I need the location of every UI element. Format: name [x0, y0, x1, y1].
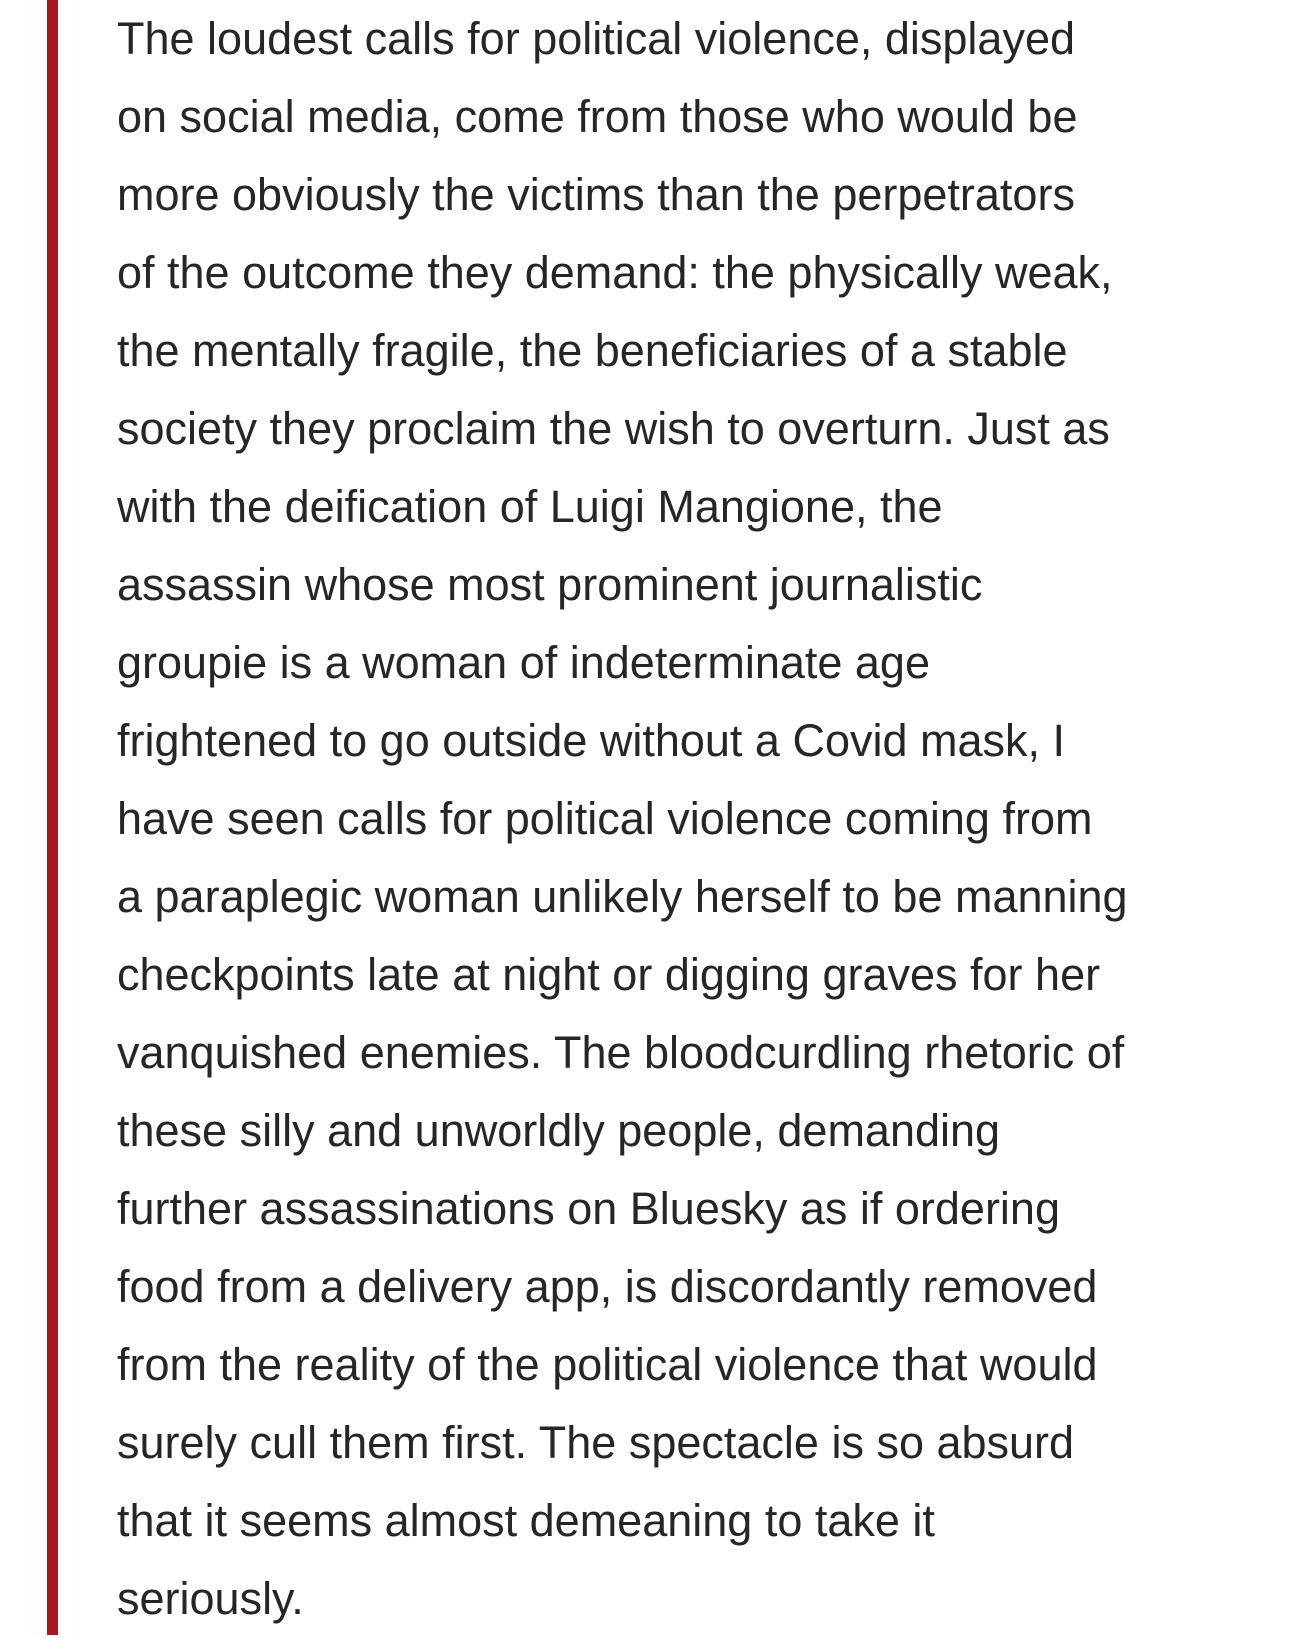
paragraph-line: checkpoints late at night or digging graves for her [117, 949, 1101, 1000]
blockquote-accent-bar [47, 0, 58, 1635]
paragraph-line: further assassinations on Bluesky as if ordering [117, 1183, 1060, 1234]
paragraph-line: that it seems almost demeaning to take it [117, 1495, 935, 1546]
paragraph-line: surely cull them first. The spectacle is so absurd [117, 1417, 1075, 1468]
paragraph-line: have seen calls for political violence coming from [117, 793, 1093, 844]
paragraph-line: from the reality of the political violence that would [117, 1339, 1098, 1390]
paragraph-line: vanquished enemies. The bloodcurdling rhetoric of [117, 1027, 1125, 1078]
paragraph-line: groupie is a woman of indeterminate age [117, 637, 930, 688]
paragraph-line: seriously. [117, 1573, 304, 1624]
paragraph-line: more obviously the victims than the perpetrators [117, 169, 1075, 220]
paragraph-line: a paraplegic woman unlikely herself to be manning [117, 871, 1128, 922]
blockquote-paragraph [117, 0, 1267, 1638]
paragraph-line: The loudest calls for political violence, displayed [117, 13, 1076, 64]
paragraph-line: assassin whose most prominent journalistic [117, 559, 983, 610]
paragraph-line: frightened to go outside without a Covid mask, I [117, 715, 1066, 766]
paragraph-line: food from a delivery app, is discordantly removed [117, 1261, 1098, 1312]
paragraph-line: these silly and unworldly people, demanding [117, 1105, 1001, 1156]
paragraph-line: on social media, come from those who would be [117, 91, 1078, 142]
paragraph-line: of the outcome they demand: the physically weak, [117, 247, 1113, 298]
paragraph-line: society they proclaim the wish to overturn. Just as [117, 403, 1110, 454]
paragraph-line: the mentally fragile, the beneficiaries of a stable [117, 325, 1068, 376]
paragraph-line: with the deification of Luigi Mangione, the [117, 481, 943, 532]
